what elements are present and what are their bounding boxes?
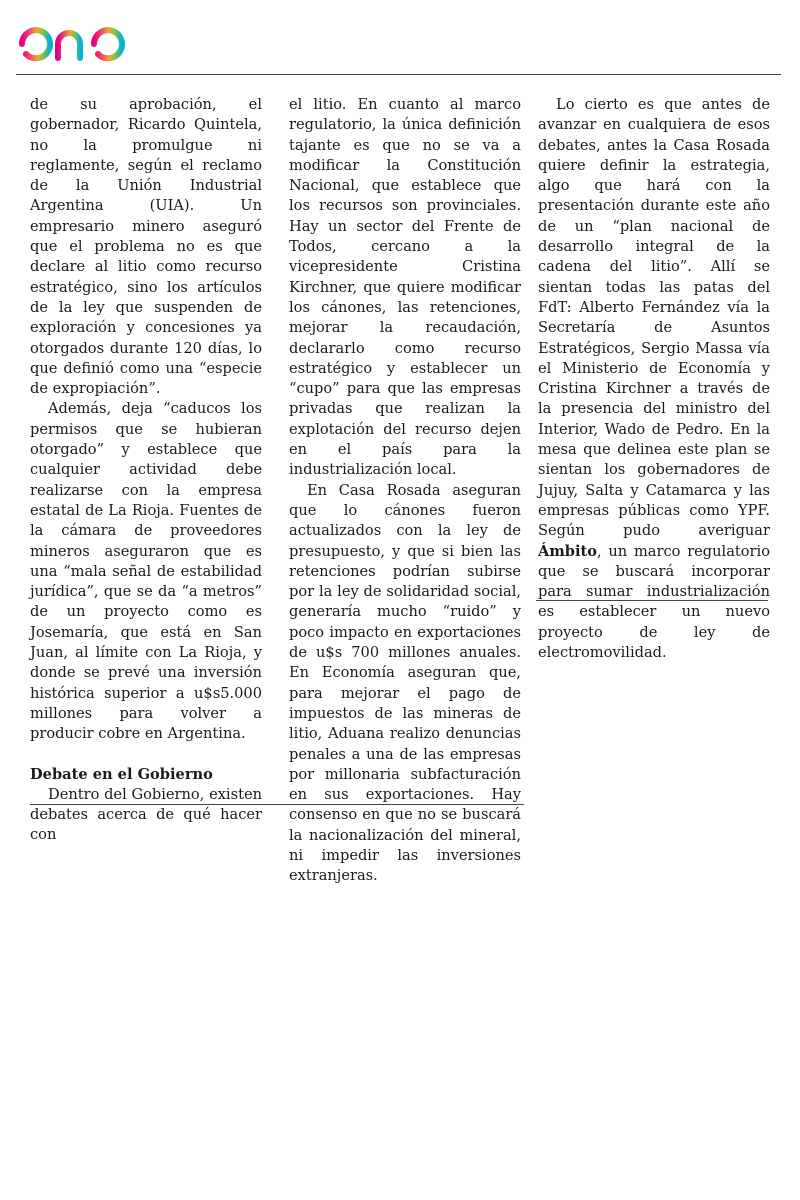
column-end-divider: [536, 600, 768, 601]
paragraph-text: Lo cierto es que antes de avanzar en cualquiera de esos debates, antes la Casa Rosada quiere definir la estrategia, algo que hará con la presentación durante este año de un “plan nacional de desarrollo integral de la cadena del litio”. Allí se sientan todas las patas del FdT: Alberto Fernández vía la Secretaría de Asuntos Estratégicos, Sergio Massa vía el Ministerio de Economía y Cristina Kirchner a través de la presencia del ministro del Interior, Wado de Pedro. En la mesa que delinea este plan se sientan los gobernadores de Jujuy, Salta y Catamarca y las empresas públicas como YPF. Según pudo averiguar: [538, 96, 770, 540]
article-paragraph: Dentro del Gobierno, existen debates acerca de qué hacer con: [30, 785, 262, 844]
publication-name: Ámbito: [538, 542, 597, 560]
article-end-divider: [30, 804, 524, 805]
article-paragraph: de su aprobación, el gobernador, Ricardo Quintela, no la promulgue ni reglamente, según el reclamo de la Unión Industrial Argentina (UIA). Un empresario minero aseguró que el problema no es que declare al litio como recurso estratégico, sino los artículos de la ley que suspenden de exploración y concesiones ya otorgados durante 120 días, lo que definió como una “especie de expropiación”.: [30, 96, 262, 398]
article-column-3: [538, 95, 770, 663]
article-paragraph: En Casa Rosada aseguran que lo cánones fueron actualizados con la ley de presupuesto, y que si bien las retenciones podrían subirse por la ley de solidaridad social, generaría mucho “ruido” y poco impacto en exportaciones de u$s 700 millones anuales. En Economía aseguran que, para mejorar el pago de impuestos de las mineras de litio, Aduana realizo denuncias penales a una de las empresas por millonaria subfacturación en sus exportaciones. Hay consenso en que no se buscará la nacionalización del mineral, ni impedir las inversiones extranjeras.: [289, 481, 521, 885]
section-subheading: Debate en el Gobierno: [30, 765, 213, 783]
enel-logo-icon: [18, 14, 170, 66]
article-column-2: [289, 95, 521, 887]
article-paragraph: [538, 95, 770, 663]
article-paragraph: Además, deja “caducos los permisos que se hubieran otorgado” y establece que cualquier actividad debe realizarse con la empresa estatal de La Rioja. Fuentes de la cámara de proveedores mineros aseguraron que es una “mala señal de estabilidad jurídica”, que se da “a metros” de un proyecto como es Josemaría, que está en San Juan, al límite con La Rioja, y donde se prevé una inversión histórica superior a u$s5.000 millones para volver a producir cobre en Argentina.: [30, 400, 262, 743]
enel-logo: [18, 14, 170, 66]
paragraph-text: , un marco regulatorio que se buscará incorporar para sumar industrialización es establecer un nuevo proyecto de ley de electromovilidad.: [538, 542, 770, 662]
article-column-1: [30, 95, 262, 846]
header-divider: [16, 74, 781, 75]
article-paragraph: el litio. En cuanto al marco regulatorio, la única definición tajante es que no se va a modificar la Constitución Nacional, que establece que los recursos son provinciales. Hay un sector del Frente de Todos, cercano a la vicepresidente Cristina Kirchner, que quiere modificar los cánones, las retenciones, mejorar la recaudación, declararlo como recurso estratégico y establecer un “cupo” para que las empresas privadas que realizan la explotación del recurso dejen en el país para la industrialización local.: [289, 96, 521, 479]
